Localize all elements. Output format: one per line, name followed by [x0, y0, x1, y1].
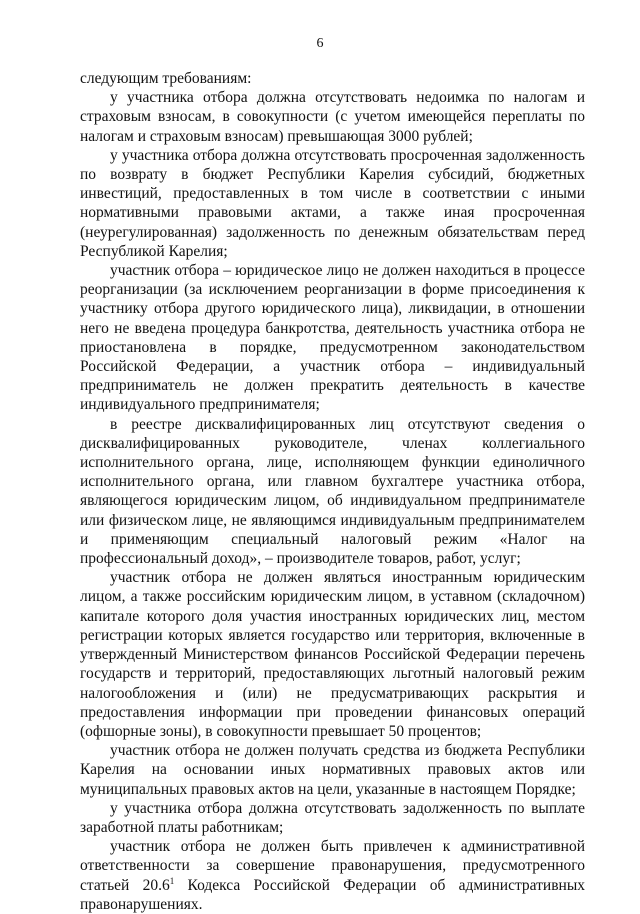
- paragraph-budget-funds: участник отбора не должен получать средства из бюджета Республики Карелия на основании иных нормативных правовых актов или муниципальных правовых актов на цели, указанные в настоящем Порядке;: [80, 742, 585, 798]
- liability-text-before: участник отбора не должен быть привлечен к административной ответственности за совершение правонарушения, предусмотренного статьей 20.6: [80, 838, 585, 894]
- paragraph-wage-debt: у участника отбора должна отсутствовать задолженность по выплате заработной платы работникам;: [80, 799, 585, 836]
- paragraph-tax-arrears: у участника отбора должна отсутствовать недоимка по налогам и страховым взносам, в совокупности (с учетом имеющейся переплаты по налогам и страховым взносам) превышающая 3000 рублей;: [80, 89, 585, 145]
- paragraph-overdue-debt: у участника отбора должна отсутствовать просроченная задолженность по возврату в бюджет Республики Карелия субсидий, бюджетных инвестиций, предоставленных в том числе в соответствии с иными нормативными правовыми актами, а также иная просроченная (неурегулированная) задолженность по денежным обязательствам перед Республикой Карелия;: [80, 146, 585, 260]
- paragraph-administrative-liability: [80, 837, 585, 914]
- document-body: [80, 69, 585, 914]
- paragraph-intro: следующим требованиям:: [80, 70, 252, 87]
- paragraph-reorganization: участник отбора – юридическое лицо не должен находиться в процессе реорганизации (за исключением реорганизации в форме присоединения к участнику отбора другого юридического лица), ликвидации, в отношении него не введена процедура банкротства, деятельность участника отбора не приостановлена в порядке, предусмотренном законодательством Российской Федерации, а участник отбора – индивидуальный предприниматель не должен прекратить деятельность в качестве индивидуального предпринимателя;: [80, 262, 585, 414]
- paragraph-foreign-entity: участник отбора не должен являться иностранным юридическим лицом, а также российским юридическим лицом, в уставном (складочном) капитале которого доля участия иностранных юридических лиц, местом регистрации которых является государство или территория, включенные в утвержденный Министерством финансов Российской Федерации перечень государств и территорий, предоставляющих льготный налоговый режим налогообложения и (или) не предусматривающих раскрытия и предоставления информации при проведении финансовых операций (офшорные зоны), в совокупности превышает 50 процентов;: [80, 569, 585, 740]
- article-superscript: 1: [169, 875, 175, 886]
- page-number: 6: [316, 36, 324, 51]
- liability-text-after: Кодекса Российской Федерации об административных правонарушениях.: [80, 876, 585, 913]
- paragraph-disqualified-registry: в реестре дисквалифицированных лиц отсутствуют сведения о дисквалифицированных руководителе, членах коллегиального исполнительного органа, лице, исполняющем функции единоличного исполнительного органа, или главном бухгалтере участника отбора, являющегося юридическим лицом, об индивидуальном предпринимателе или физическом лице, не являющимся индивидуальным предпринимателем и применяющим специальный налоговый режим «Налог на профессиональный доход», – производителе товаров, работ, услуг;: [80, 415, 585, 568]
